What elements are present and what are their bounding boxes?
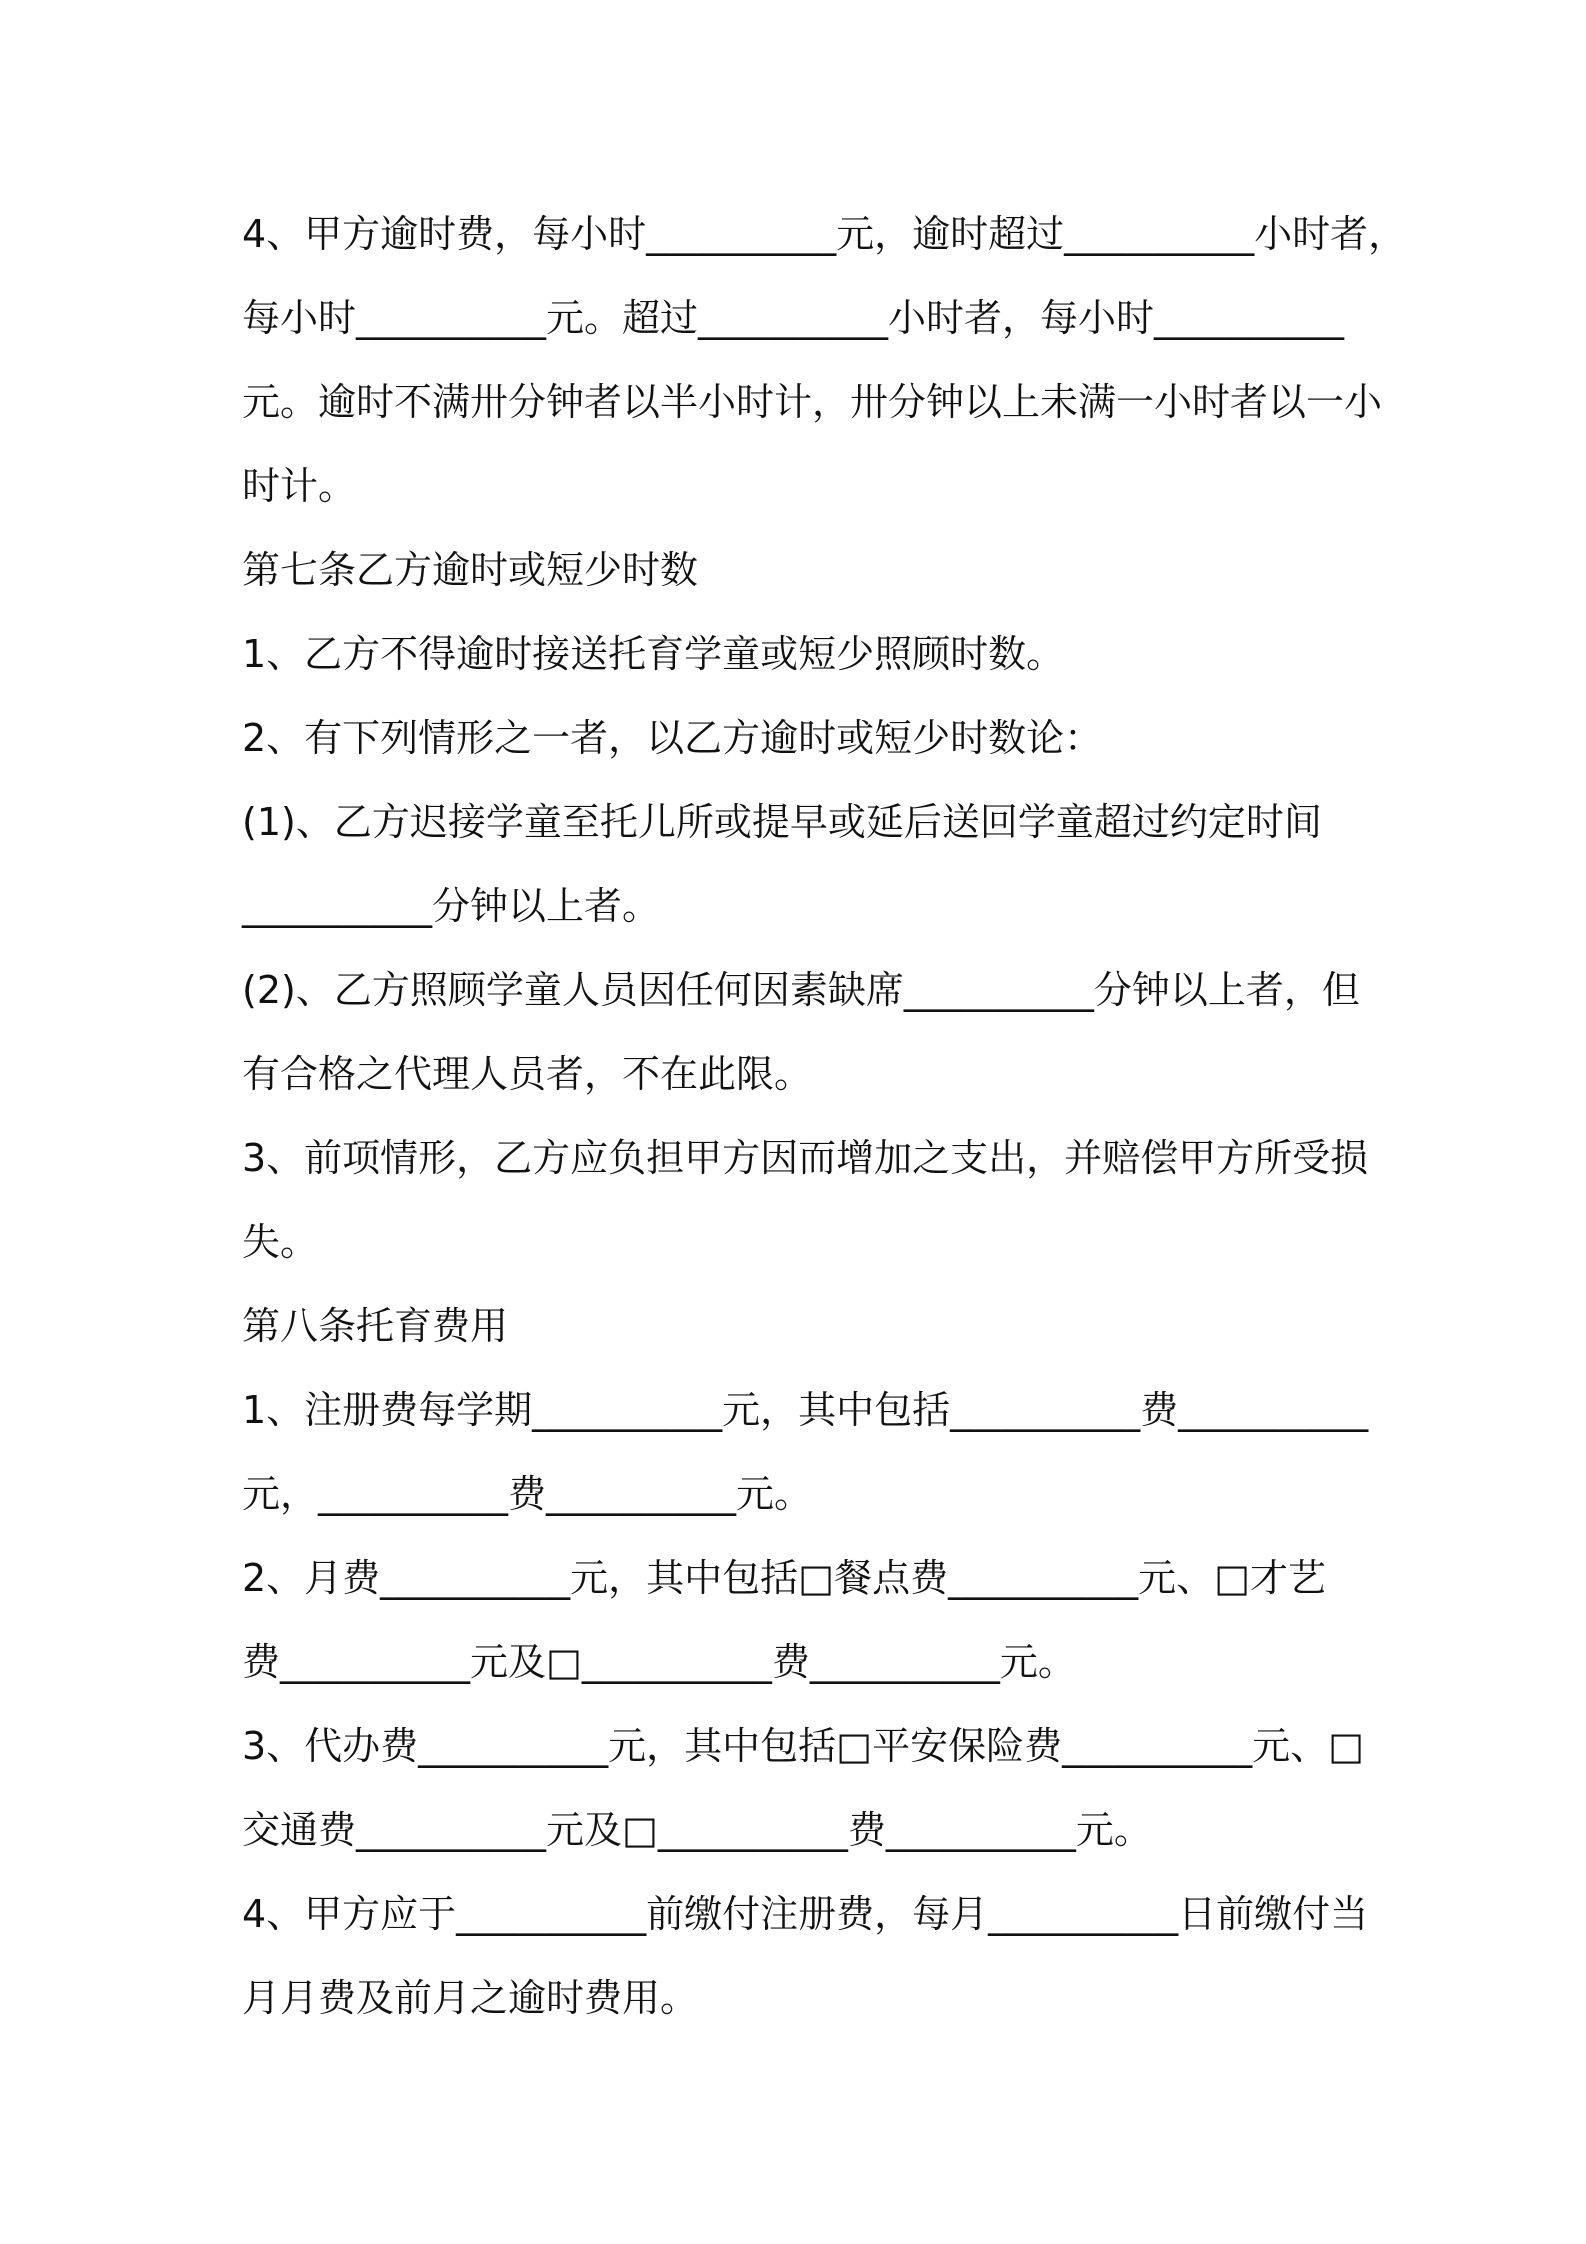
text-line: 元，__________费__________元。 bbox=[242, 1472, 813, 1516]
contract-text bbox=[242, 192, 1407, 2040]
text-line: 失。 bbox=[242, 1220, 319, 1264]
text-line: 每小时__________元。超过__________小时者，每小时__________ bbox=[242, 296, 1345, 340]
text-line: __________分钟以上者。 bbox=[242, 884, 661, 928]
text-line: 元。逾时不满卅分钟者以半小时计，卅分钟以上未满一小时者以一小 bbox=[242, 380, 1383, 424]
text-line: 费__________元及□__________费__________元。 bbox=[242, 1640, 1076, 1684]
text-line: 2、月费__________元，其中包括□餐点费__________元、□才艺 bbox=[242, 1556, 1326, 1600]
text-line: (2)、乙方照顾学童人员因任何因素缺席__________分钟以上者，但 bbox=[242, 968, 1360, 1012]
text-line: 1、乙方不得逾时接送托育学童或短少照顾时数。 bbox=[242, 632, 1065, 676]
text-line: (1)、乙方迟接学童至托儿所或提早或延后送回学童超过约定时间 bbox=[242, 800, 1322, 844]
text-line: 交通费__________元及□__________费__________元。 bbox=[242, 1808, 1152, 1852]
section-heading-7: 第七条乙方逾时或短少时数 bbox=[242, 548, 699, 592]
text-line: 3、前项情形，乙方应负担甲方因而增加之支出，并赔偿甲方所受损 bbox=[242, 1136, 1369, 1180]
section-heading-8: 第八条托育费用 bbox=[242, 1304, 509, 1348]
text-line: 4、甲方逾时费，每小时__________元，逾时超过__________小时者， bbox=[242, 212, 1407, 256]
text-line: 4、甲方应于__________前缴付注册费，每月__________日前缴付当 bbox=[242, 1892, 1369, 1936]
text-line: 有合格之代理人员者，不在此限。 bbox=[242, 1052, 813, 1096]
text-line: 月月费及前月之逾时费用。 bbox=[242, 1976, 699, 2020]
text-line: 时计。 bbox=[242, 464, 357, 508]
text-line: 1、注册费每学期__________元，其中包括__________费__________ bbox=[242, 1388, 1369, 1432]
text-line: 2、有下列情形之一者，以乙方逾时或短少时数论： bbox=[242, 716, 1103, 760]
text-line: 3、代办费__________元，其中包括□平安保险费__________元、□ bbox=[242, 1724, 1364, 1768]
